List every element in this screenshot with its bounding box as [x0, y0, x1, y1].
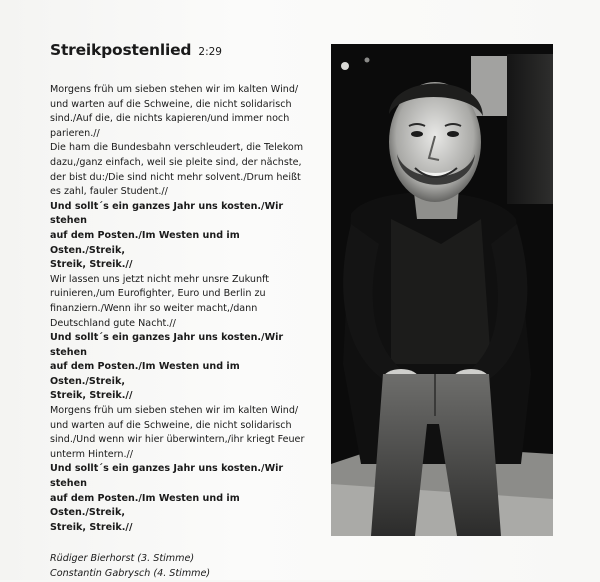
lyrics-column [50, 40, 312, 582]
lyric-line: Wir lassen uns jetzt nicht mehr unsre Zukunft [50, 273, 270, 285]
lyric-line: dazu,/ganz einfach, weil sie pleite sind, der nächste, [50, 156, 302, 168]
singer-photo-illustration [331, 44, 553, 536]
credit-line: Constantin Gabrysch (4. Stimme) [50, 568, 211, 579]
singer-photo [331, 44, 553, 536]
lyric-line: der bist du:/Die sind nicht mehr solvent./Drum heißt [50, 171, 301, 183]
lyric-line: ruinieren,/um Eurofighter, Euro und Berlin zu [50, 288, 266, 300]
credit-line: Rüdiger Bierhorst (3. Stimme) [50, 553, 195, 565]
chorus-line: Und sollt´s ein ganzes Jahr uns kosten./Wir stehen [50, 332, 284, 358]
chorus-line: Und sollt´s ein ganzes Jahr uns kosten./Wir stehen [50, 463, 284, 490]
lyric-line: parieren.// [50, 127, 100, 139]
song-title: Streikpostenlied [50, 41, 192, 59]
lyric-line: Die ham die Bundesbahn verschleudert, die Telekom [50, 142, 304, 154]
lyric-line: sind./Auf die, die nichts kapieren/und immer noch [50, 113, 290, 125]
chorus-line: Streik, Streik.// [50, 390, 133, 402]
lyric-line: es zahl, fauler Student.// [50, 186, 168, 198]
chorus-line: auf dem Posten./Im Westen und im Osten./Streik, [50, 361, 240, 387]
lyrics-block [50, 83, 312, 535]
song-duration: 2:29 [198, 46, 222, 58]
lyric-line: Deutschland gute Nacht.// [50, 317, 176, 329]
song-heading [50, 40, 312, 59]
chorus-line: auf dem Posten./Im Westen und im Osten./Streik, [50, 492, 240, 519]
lyric-line: sind./Und wenn wir hier überwintern,/ihr kriegt Feuer [50, 434, 305, 446]
credits-block [50, 552, 312, 581]
lyric-line: Morgens früh um sieben stehen wir im kalten Wind/ [50, 84, 299, 95]
chorus-line: Streik, Streik.// [50, 259, 133, 271]
chorus-line: auf dem Posten./Im Westen und im Osten./Streik, [50, 229, 240, 256]
chorus-line: Und sollt´s ein ganzes Jahr uns kosten./Wir stehen [50, 200, 284, 227]
lyric-line: unterm Hintern.// [50, 448, 133, 460]
lyric-line: finanziern./Wenn ihr so weiter macht,/dann [50, 302, 258, 314]
lyric-line: Morgens früh um sieben stehen wir im kalten Wind/ [50, 405, 299, 417]
lyric-line: und warten auf die Schweine, die nicht solidarisch [50, 419, 292, 431]
lyric-line: und warten auf die Schweine, die nicht solidarisch [50, 98, 292, 110]
chorus-line: Streik, Streik.// [50, 521, 133, 533]
